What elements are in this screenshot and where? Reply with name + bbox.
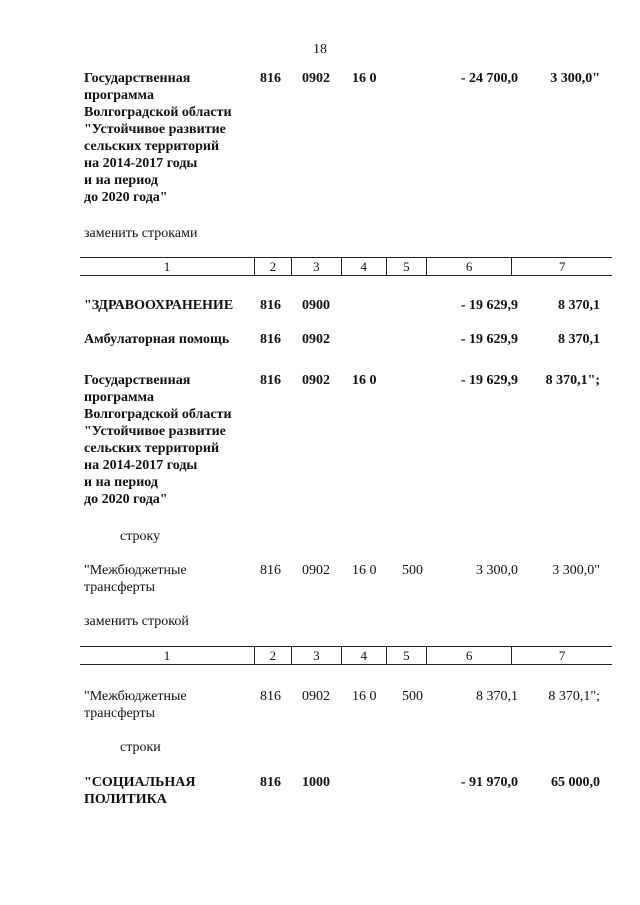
row-csr: 16 0 — [352, 689, 377, 704]
col-6: 6 — [427, 258, 512, 275]
row-ved: 816 — [260, 71, 281, 86]
row-change: - 24 700,0 — [460, 71, 518, 86]
page-number: 18 — [313, 42, 327, 57]
col-1: 1 — [80, 258, 255, 275]
col-4: 4 — [342, 647, 387, 664]
row-ved: 816 — [260, 689, 281, 704]
row-total: 3 300,0" — [550, 71, 600, 86]
column-number-header — [80, 646, 612, 665]
instruction-replace-rows: заменить строками — [84, 226, 198, 241]
row-csr: 16 0 — [352, 563, 377, 578]
col-3: 3 — [292, 647, 342, 664]
row-name: Государственная программа Волгоградской области "Устойчивое развитие сельских территорий на 2014-2017 годы и на период до 2020 года" — [84, 71, 232, 205]
row-ved: 816 — [260, 373, 281, 388]
row-change: - 19 629,9 — [460, 332, 518, 347]
col-7: 7 — [558, 648, 566, 663]
row-change: - 19 629,9 — [460, 298, 518, 313]
row-name: Государственная программа Волгоградской области "Устойчивое развитие сельских территорий на 2014-2017 годы и на период до 2020 года" — [84, 373, 232, 507]
row-rzpr: 0902 — [302, 563, 330, 578]
row-name: Амбулаторная помощь — [84, 332, 230, 347]
col-2: 2 — [255, 258, 292, 275]
row-ved: 816 — [260, 775, 281, 790]
row-change: - 91 970,0 — [460, 775, 518, 790]
row-total: 8 370,1"; — [548, 689, 600, 704]
row-total: 8 370,1"; — [545, 373, 600, 388]
row-rzpr: 0902 — [302, 373, 330, 388]
row-ved: 816 — [260, 298, 281, 313]
row-name: "ЗДРАВООХРАНЕНИЕ — [84, 298, 234, 313]
instruction-row: строку — [120, 529, 161, 544]
row-name: "СОЦИАЛЬНАЯ ПОЛИТИКА — [84, 775, 196, 807]
col-7: 7 — [558, 259, 566, 274]
col-2: 2 — [255, 647, 292, 664]
column-number-header — [80, 257, 612, 276]
col-4: 4 — [342, 258, 387, 275]
row-rzpr: 0902 — [302, 71, 330, 86]
row-ved: 816 — [260, 332, 281, 347]
row-csr: 16 0 — [352, 373, 377, 388]
row-rzpr: 0902 — [302, 689, 330, 704]
row-change: 8 370,1 — [476, 689, 518, 704]
row-total: 3 300,0" — [552, 563, 600, 578]
row-change: 3 300,0 — [476, 563, 518, 578]
col-6: 6 — [427, 647, 512, 664]
row-total: 8 370,1 — [558, 298, 600, 313]
row-rzpr: 0902 — [302, 332, 330, 347]
col-5: 5 — [387, 647, 428, 664]
row-rzpr: 0900 — [302, 298, 330, 313]
row-total: 8 370,1 — [558, 332, 600, 347]
col-1: 1 — [80, 647, 255, 664]
row-vr: 500 — [402, 689, 423, 704]
row-vr: 500 — [402, 563, 423, 578]
col-3: 3 — [292, 258, 342, 275]
instruction-rows: строки — [120, 740, 161, 755]
row-name: "Межбюджетные трансферты — [84, 563, 187, 595]
row-change: - 19 629,9 — [460, 373, 518, 388]
row-name: "Межбюджетные трансферты — [84, 689, 187, 721]
row-total: 65 000,0 — [551, 775, 600, 790]
row-rzpr: 1000 — [302, 775, 330, 790]
instruction-replace-row: заменить строкой — [84, 614, 189, 629]
row-csr: 16 0 — [352, 71, 377, 86]
col-5: 5 — [387, 258, 428, 275]
row-ved: 816 — [260, 563, 281, 578]
